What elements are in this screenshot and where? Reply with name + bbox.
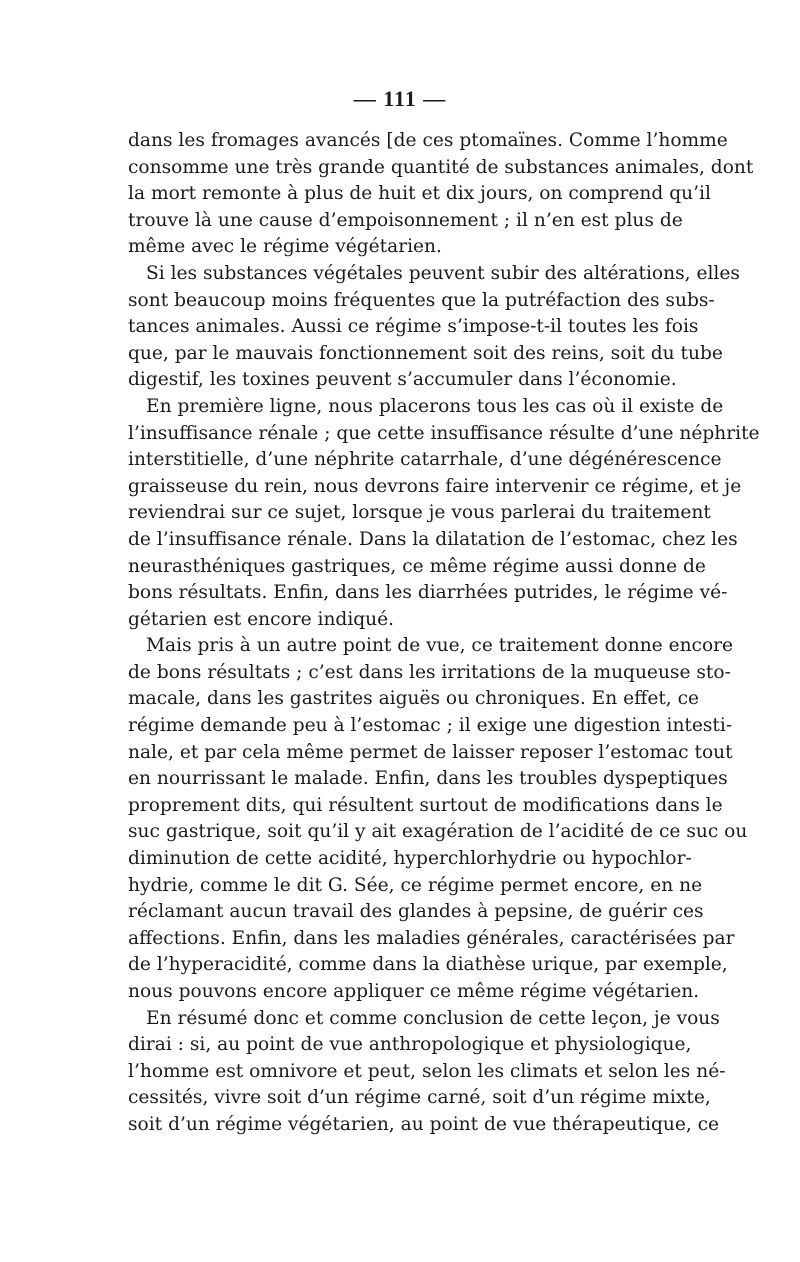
text-line: de bons résultats ; c’est dans les irritations de la muqueuse sto-: [128, 661, 731, 683]
text-line: nous pouvons encore appliquer ce même régime végétarien.: [128, 981, 700, 1002]
text-line: gétarien est encore indiqué.: [128, 608, 395, 630]
text-line: affections. Enfin, dans les maladies générales, caractérisées par: [128, 927, 735, 949]
text-line: proprement dits, qui résultent surtout de modifications dans le: [128, 794, 723, 816]
text-line: de l’insuffisance rénale. Dans la dilatation de l’estomac, chez les: [128, 528, 738, 550]
text-line: reviendrai sur ce sujet, lorsque je vous parlerai du traitement: [128, 502, 711, 524]
text-line: l’homme est omnivore et peut, selon les climats et selon les né-: [128, 1060, 726, 1082]
text-line: En résumé donc et comme conclusion de cette leçon, je vous: [146, 1007, 720, 1029]
text-line: en nourrissant le malade. Enfin, dans les troubles dyspeptiques: [128, 768, 728, 790]
text-line: suc gastrique, soit qu’il y ait exagération de l’acidité de ce suc ou: [128, 821, 748, 843]
text-line: régime demande peu à l’estomac ; il exige une digestion intesti-: [128, 715, 733, 737]
text-line: la mort remonte à plus de huit et dix jours, on comprend qu’il: [128, 183, 711, 205]
text-line: soit d’un régime végétarien, au point de vue thérapeutique, ce: [128, 1113, 720, 1135]
text-line: consomme une très grande quantité de substances animales, dont: [128, 156, 754, 178]
text-line: digestif, les toxines peuvent s’accumuler dans l’économie.: [128, 369, 677, 391]
text-line: réclamant aucun travail des glandes à pepsine, de guérir ces: [128, 901, 704, 923]
body-text: [128, 128, 760, 1139]
text-line: hydrie, comme le dit G. Sée, ce régime permet encore, en ne: [128, 874, 703, 896]
text-line: sont beaucoup moins fréquentes que la putréfaction des subs-: [128, 289, 715, 311]
text-line: macale, dans les gastrites aiguës ou chroniques. En effet, ce: [128, 688, 700, 710]
text-line: neurasthéniques gastriques, ce même régime aussi donne de: [128, 555, 706, 577]
text-line: que, par le mauvais fonctionnement soit des reins, soit du tube: [128, 342, 723, 364]
text-line: nale, et par cela même permet de laisser reposer l’estomac tout: [128, 741, 733, 763]
text-line: dans les fromages avancés [de ces ptomaïnes. Comme l’homme: [128, 130, 728, 151]
text-line: de l’hyperacidité, comme dans la diathèse urique, par exemple,: [128, 954, 728, 976]
text-line: même avec le régime végétarien.: [128, 236, 442, 258]
text-line: interstitielle, d’une néphrite catarrhale, d’une dégénérescence: [128, 449, 722, 471]
text-line: Si les substances végétales peuvent subir des altérations, elles: [146, 262, 740, 284]
page-number: — 111 —: [353, 86, 447, 111]
text-line: cessités, vivre soit d’un régime carné, soit d’un régime mixte,: [128, 1087, 711, 1109]
text-line: dirai : si, au point de vue anthropologique et physiologique,: [128, 1034, 692, 1056]
text-line: En première ligne, nous placerons tous les cas où il existe de: [146, 395, 724, 417]
text-line: l’insuffisance rénale ; que cette insuffisance résulte d’une néphrite: [128, 422, 760, 444]
text-line: Mais pris à un autre point de vue, ce traitement donne encore: [146, 635, 734, 657]
text-line: graisseuse du rein, nous devrons faire intervenir ce régime, et je: [128, 475, 742, 497]
text-line: trouve là une cause d’empoisonnement ; il n’en est plus de: [128, 209, 683, 231]
text-line: tances animales. Aussi ce régime s’impose-t-il toutes les fois: [128, 316, 699, 338]
text-line: bons résultats. Enfin, dans les diarrhées putrides, le régime vé-: [128, 582, 728, 604]
text-line: diminution de cette acidité, hyperchlorhydrie ou hypochlor-: [128, 848, 692, 870]
